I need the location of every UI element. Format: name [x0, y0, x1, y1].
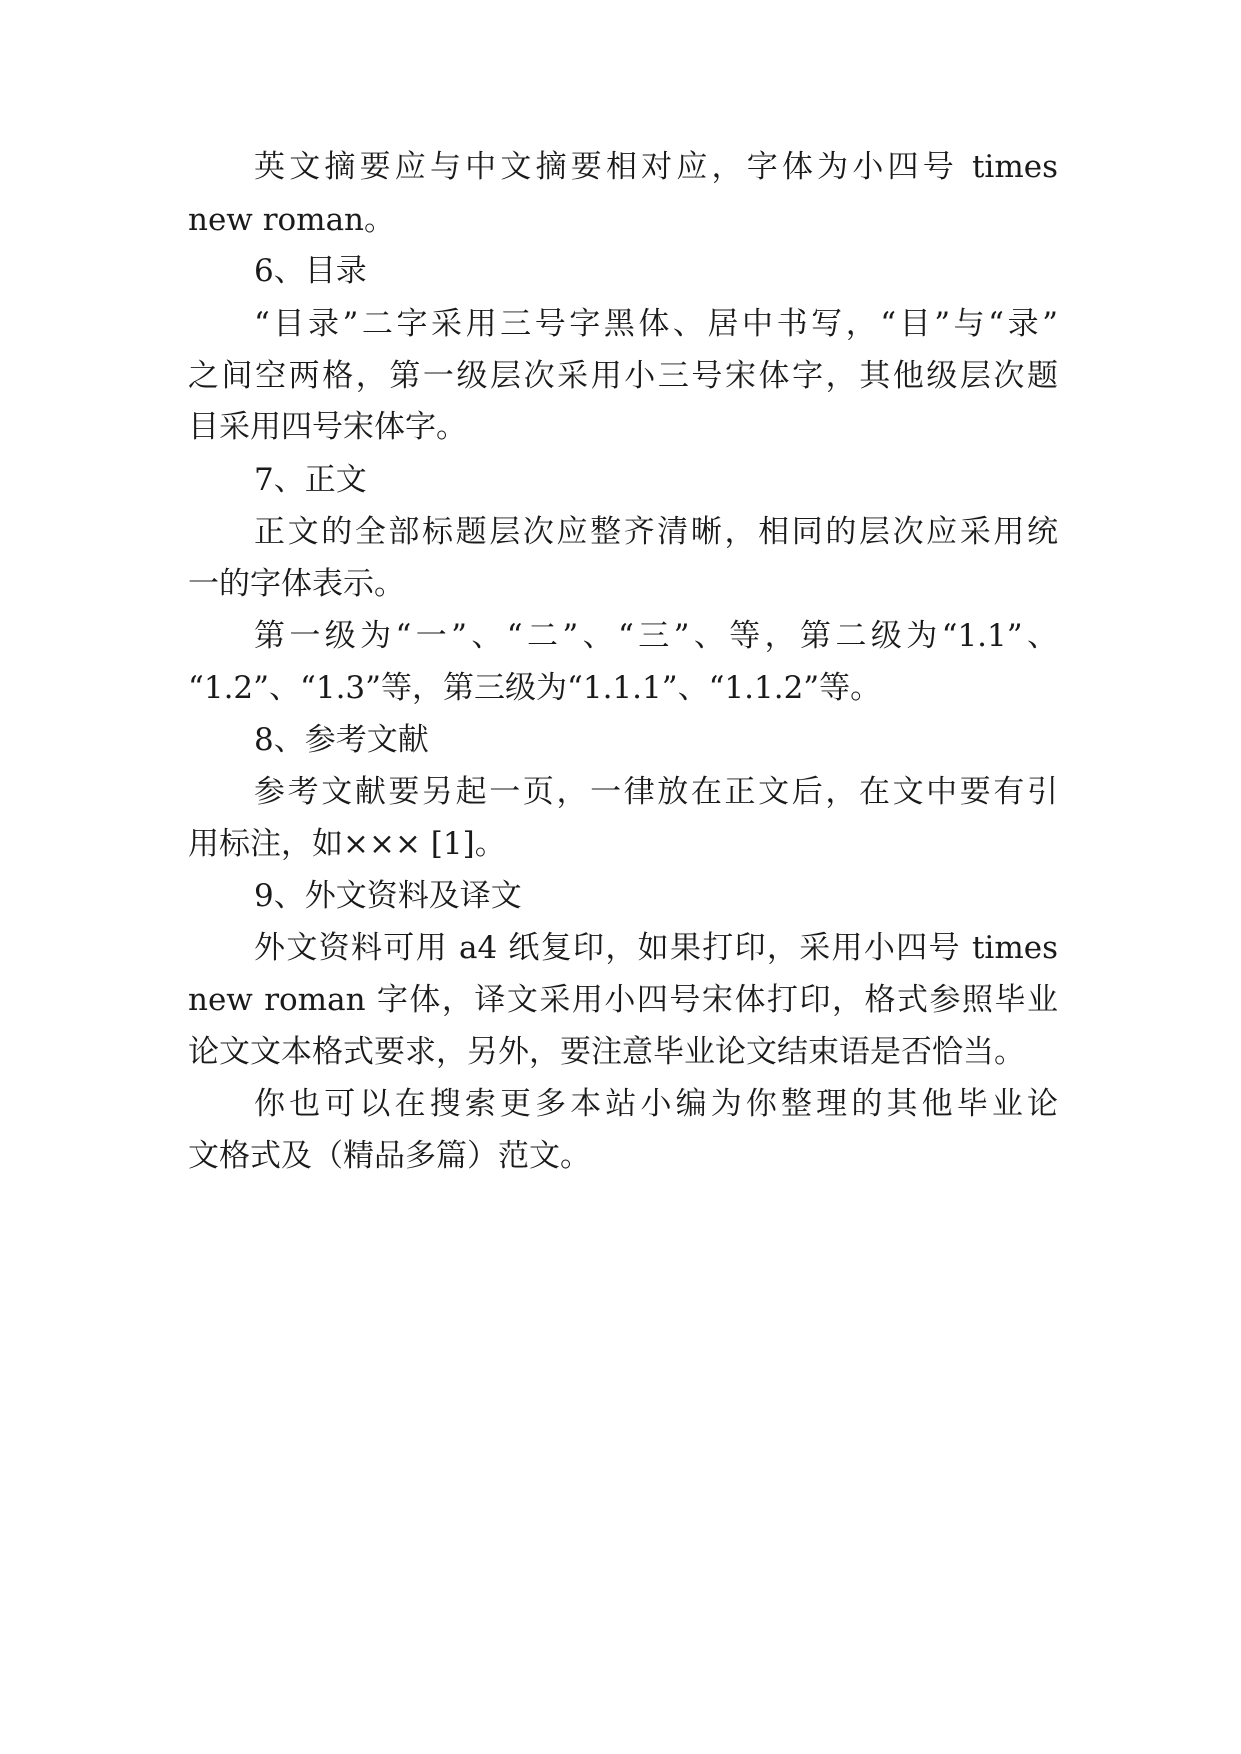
paragraph-line: 文格式及（精品多篇）范文。 — [188, 1138, 591, 1174]
paragraph-line: 一的字体表示。 — [188, 566, 405, 602]
paragraph-line: 你也可以在搜索更多本站小编为你整理的其他毕业论 — [254, 1086, 1058, 1122]
paragraph-line: “1.2”、“1.3”等，第三级为“1.1.1”、“1.1.2”等。 — [188, 670, 882, 706]
paragraph-line: 用标注，如××× [1]。 — [188, 826, 506, 862]
paragraph-line: 正文的全部标题层次应整齐清晰，相同的层次应采用统 — [254, 514, 1058, 550]
section-heading: 6、目录 — [254, 253, 367, 289]
paragraph-line: 论文文本格式要求，另外，要注意毕业论文结束语是否恰当。 — [188, 1034, 1025, 1070]
paragraph-line: 外文资料可用 a4 纸复印，如果打印，采用小四号 times — [254, 930, 1058, 966]
paragraph-line: new roman 字体，译文采用小四号宋体打印，格式参照毕业 — [188, 982, 1058, 1018]
paragraph-line: 英文摘要应与中文摘要相对应，字体为小四号 times — [254, 149, 1058, 185]
paragraph-line: 第一级为“一”、“二”、“三”、等，第二级为“1.1”、 — [254, 618, 1058, 654]
paragraph-line: new roman。 — [188, 202, 396, 238]
section-heading: 7、正文 — [254, 462, 367, 498]
paragraph-line: “目录”二字采用三号字黑体、居中书写，“目”与“录” — [254, 306, 1058, 342]
section-heading: 9、外文资料及译文 — [254, 878, 522, 914]
paragraph-line: 目采用四号宋体字。 — [188, 409, 467, 445]
section-heading: 8、参考文献 — [254, 722, 429, 758]
paragraph-line: 参考文献要另起一页，一律放在正文后，在文中要有引 — [254, 774, 1058, 810]
paragraph-line: 之间空两格，第一级层次采用小三号宋体字，其他级层次题 — [188, 358, 1058, 394]
